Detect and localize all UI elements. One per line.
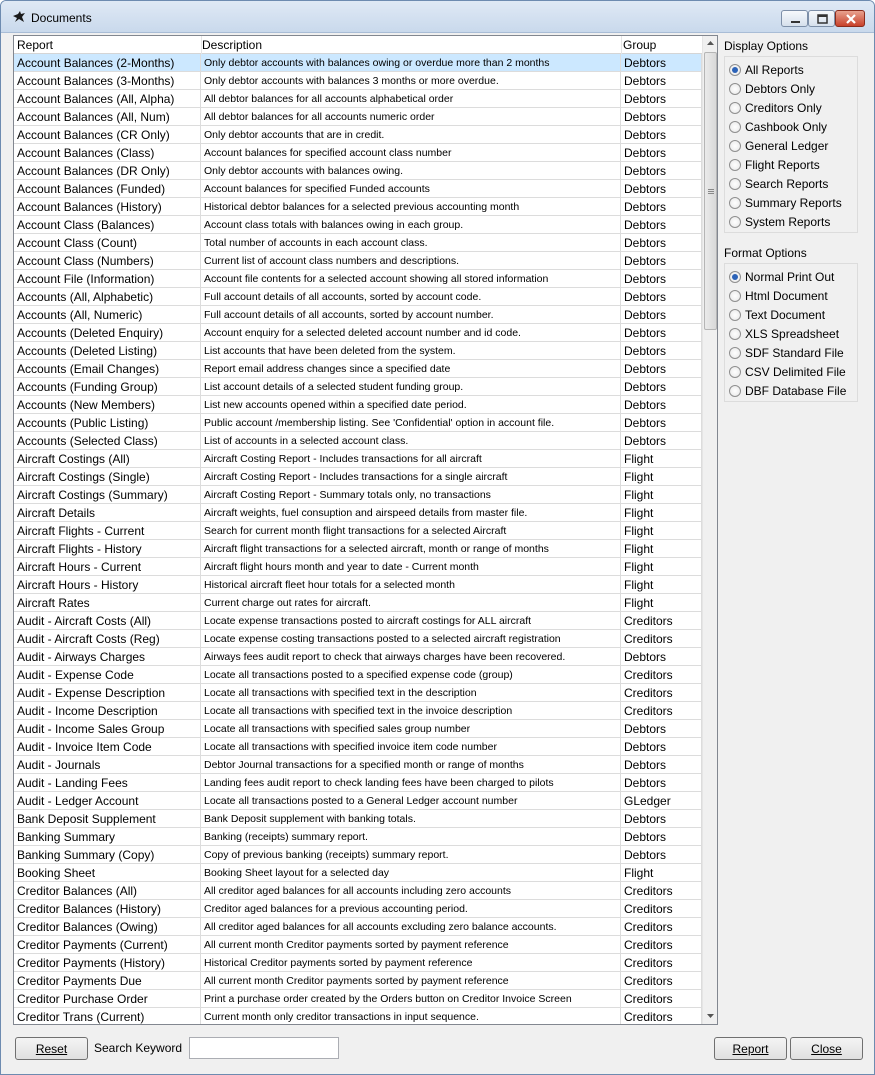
display-option-radio[interactable] xyxy=(729,213,857,231)
list-rows xyxy=(14,54,702,1025)
table-row[interactable] xyxy=(14,414,702,432)
report-cell: Audit - Landing Fees xyxy=(14,774,201,792)
report-cell: Creditor Balances (History) xyxy=(14,900,201,918)
radio-circle-icon[interactable] xyxy=(729,102,741,114)
group-cell: Debtors xyxy=(621,306,702,324)
scroll-down-arrow[interactable] xyxy=(703,1008,718,1023)
report-cell: Accounts (Email Changes) xyxy=(14,360,201,378)
group-cell: Debtors xyxy=(621,324,702,342)
report-cell: Accounts (New Members) xyxy=(14,396,201,414)
table-row[interactable] xyxy=(14,846,702,864)
table-row[interactable] xyxy=(14,432,702,450)
description-cell: Historical debtor balances for a selected previous accounting month xyxy=(201,198,621,216)
description-cell: Aircraft flight hours month and year to date - Current month xyxy=(201,558,621,576)
group-cell: Creditors xyxy=(621,684,702,702)
group-cell: Debtors xyxy=(621,342,702,360)
description-cell: Only debtor accounts with balances owing or overdue more than 2 months xyxy=(201,54,621,72)
description-cell: Locate all transactions with specified invoice item code number xyxy=(201,738,621,756)
description-cell: Account enquiry for a selected deleted account number and id code. xyxy=(201,324,621,342)
report-cell: Accounts (Public Listing) xyxy=(14,414,201,432)
radio-circle-icon[interactable] xyxy=(729,159,741,171)
group-cell: Flight xyxy=(621,558,702,576)
scroll-up-icon xyxy=(703,36,718,51)
table-row[interactable] xyxy=(14,360,702,378)
table-row[interactable] xyxy=(14,756,702,774)
group-cell: Flight xyxy=(621,522,702,540)
table-row[interactable] xyxy=(14,576,702,594)
radio-circle-icon[interactable] xyxy=(729,140,741,152)
radio-circle-icon[interactable] xyxy=(729,347,741,359)
radio-circle-icon[interactable] xyxy=(729,197,741,209)
display-option-radio[interactable] xyxy=(729,194,857,212)
report-cell: Banking Summary (Copy) xyxy=(14,846,201,864)
table-row[interactable] xyxy=(14,540,702,558)
display-options-group xyxy=(724,56,858,233)
report-cell: Accounts (Deleted Listing) xyxy=(14,342,201,360)
report-cell: Audit - Income Description xyxy=(14,702,201,720)
radio-circle-icon[interactable] xyxy=(729,216,741,228)
table-row[interactable] xyxy=(14,288,702,306)
table-row[interactable] xyxy=(14,828,702,846)
table-row[interactable] xyxy=(14,702,702,720)
report-cell: Aircraft Flights - History xyxy=(14,540,201,558)
table-row[interactable] xyxy=(14,990,702,1008)
report-list[interactable] xyxy=(13,35,718,1025)
table-row[interactable] xyxy=(14,558,702,576)
report-cell: Bank Deposit Supplement xyxy=(14,810,201,828)
table-row[interactable] xyxy=(14,738,702,756)
description-cell: Public account /membership listing. See 'Confidential' option in account file. xyxy=(201,414,621,432)
group-cell: Flight xyxy=(621,504,702,522)
table-row[interactable] xyxy=(14,630,702,648)
table-row[interactable] xyxy=(14,972,702,990)
display-option-radio[interactable] xyxy=(729,175,857,193)
description-cell: All debtor balances for all accounts alphabetical order xyxy=(201,90,621,108)
search-keyword-input[interactable] xyxy=(189,1037,339,1059)
group-cell: Debtors xyxy=(621,360,702,378)
display-option-radio[interactable] xyxy=(729,156,857,174)
description-cell: Locate all transactions with specified text in the description xyxy=(201,684,621,702)
report-cell: Account Class (Numbers) xyxy=(14,252,201,270)
report-cell: Aircraft Flights - Current xyxy=(14,522,201,540)
group-cell: GLedger xyxy=(621,792,702,810)
list-header xyxy=(14,36,702,54)
description-cell: Print a purchase order created by the Orders button on Creditor Invoice Screen xyxy=(201,990,621,1008)
table-row[interactable] xyxy=(14,252,702,270)
report-cell: Aircraft Hours - History xyxy=(14,576,201,594)
description-cell: List accounts that have been deleted from the system. xyxy=(201,342,621,360)
group-cell: Creditors xyxy=(621,882,702,900)
radio-circle-icon[interactable] xyxy=(729,290,741,302)
group-cell: Debtors xyxy=(621,828,702,846)
group-cell: Debtors xyxy=(621,648,702,666)
group-cell: Debtors xyxy=(621,108,702,126)
table-row[interactable] xyxy=(14,306,702,324)
description-cell: Account class totals with balances owing in each group. xyxy=(201,216,621,234)
radio-circle-icon[interactable] xyxy=(729,328,741,340)
radio-label: Cashbook Only xyxy=(745,120,828,134)
group-cell: Debtors xyxy=(621,252,702,270)
report-cell: Audit - Income Sales Group xyxy=(14,720,201,738)
radio-label: SDF Standard File xyxy=(745,346,844,360)
table-row[interactable] xyxy=(14,612,702,630)
radio-label: Search Reports xyxy=(745,177,829,191)
group-cell: Debtors xyxy=(621,810,702,828)
maximize-icon xyxy=(809,11,836,28)
radio-label: Flight Reports xyxy=(745,158,820,172)
group-cell: Flight xyxy=(621,594,702,612)
report-cell: Creditor Payments Due xyxy=(14,972,201,990)
table-row[interactable] xyxy=(14,162,702,180)
description-cell: Only debtor accounts that are in credit. xyxy=(201,126,621,144)
description-cell: Aircraft Costing Report - Summary totals only, no transactions xyxy=(201,486,621,504)
table-row[interactable] xyxy=(14,864,702,882)
table-row[interactable] xyxy=(14,126,702,144)
table-row[interactable] xyxy=(14,216,702,234)
description-cell: Only debtor accounts with balances owing. xyxy=(201,162,621,180)
column-header-description[interactable]: Description xyxy=(202,38,263,52)
report-cell: Aircraft Costings (All) xyxy=(14,450,201,468)
group-cell: Creditors xyxy=(621,666,702,684)
thumb-grip xyxy=(708,193,714,194)
description-cell: Locate expense costing transactions posted to a selected aircraft registration xyxy=(201,630,621,648)
description-cell: Locate all transactions with specified text in the invoice description xyxy=(201,702,621,720)
table-row[interactable] xyxy=(14,468,702,486)
radio-label: Creditors Only xyxy=(745,101,822,115)
table-row[interactable] xyxy=(14,342,702,360)
search-keyword-label: Search Keyword xyxy=(94,1041,183,1055)
scroll-down-icon xyxy=(703,1008,718,1023)
scroll-thumb[interactable] xyxy=(704,52,717,330)
scroll-up-arrow[interactable] xyxy=(703,36,718,51)
group-cell: Creditors xyxy=(621,630,702,648)
radio-circle-icon[interactable] xyxy=(729,385,741,397)
close-button[interactable]: Close xyxy=(790,1037,863,1060)
radio-circle-icon[interactable] xyxy=(729,309,741,321)
app-icon xyxy=(12,10,26,24)
display-option-radio[interactable] xyxy=(729,61,857,79)
description-cell: Aircraft flight transactions for a selected aircraft, month or range of months xyxy=(201,540,621,558)
report-button[interactable]: Report xyxy=(714,1037,787,1060)
report-cell: Account Balances (2-Months) xyxy=(14,54,201,72)
table-row[interactable] xyxy=(14,90,702,108)
description-cell: Creditor aged balances for a previous accounting period. xyxy=(201,900,621,918)
column-divider[interactable] xyxy=(621,36,622,54)
report-cell: Accounts (Selected Class) xyxy=(14,432,201,450)
description-cell: Aircraft Costing Report - Includes transactions for all aircraft xyxy=(201,450,621,468)
radio-label: General Ledger xyxy=(745,139,829,153)
report-cell: Audit - Expense Description xyxy=(14,684,201,702)
report-cell: Account Balances (Class) xyxy=(14,144,201,162)
format-option-radio[interactable] xyxy=(729,287,857,305)
group-cell: Flight xyxy=(621,468,702,486)
table-row[interactable] xyxy=(14,648,702,666)
report-cell: Audit - Aircraft Costs (Reg) xyxy=(14,630,201,648)
reset-button[interactable]: Reset xyxy=(15,1037,88,1060)
table-row[interactable] xyxy=(14,270,702,288)
table-row[interactable] xyxy=(14,450,702,468)
radio-label: Html Document xyxy=(745,289,828,303)
report-cell: Audit - Airways Charges xyxy=(14,648,201,666)
report-cell: Audit - Invoice Item Code xyxy=(14,738,201,756)
report-cell: Aircraft Costings (Summary) xyxy=(14,486,201,504)
group-cell: Debtors xyxy=(621,72,702,90)
format-options-group xyxy=(724,263,858,402)
format-option-radio[interactable] xyxy=(729,306,857,324)
title-bar[interactable] xyxy=(1,1,874,33)
report-cell: Creditor Balances (All) xyxy=(14,882,201,900)
report-cell: Account Balances (DR Only) xyxy=(14,162,201,180)
display-option-radio[interactable] xyxy=(729,137,857,155)
table-row[interactable] xyxy=(14,918,702,936)
description-cell: Locate all transactions with specified sales group number xyxy=(201,720,621,738)
report-cell: Banking Summary xyxy=(14,828,201,846)
report-cell: Aircraft Hours - Current xyxy=(14,558,201,576)
group-cell: Debtors xyxy=(621,720,702,738)
description-cell: Current charge out rates for aircraft. xyxy=(201,594,621,612)
description-cell: Historical Creditor payments sorted by payment reference xyxy=(201,954,621,972)
radio-circle-icon[interactable] xyxy=(729,64,741,76)
description-cell: Current month only creditor transactions in input sequence. xyxy=(201,1008,621,1025)
report-cell: Audit - Journals xyxy=(14,756,201,774)
table-row[interactable] xyxy=(14,54,702,72)
radio-circle-icon[interactable] xyxy=(729,366,741,378)
description-cell: Full account details of all accounts, sorted by account number. xyxy=(201,306,621,324)
report-cell: Booking Sheet xyxy=(14,864,201,882)
description-cell: List new accounts opened within a specified date period. xyxy=(201,396,621,414)
group-cell: Flight xyxy=(621,864,702,882)
radio-label: DBF Database File xyxy=(745,384,847,398)
report-cell: Audit - Ledger Account xyxy=(14,792,201,810)
report-cell: Creditor Payments (Current) xyxy=(14,936,201,954)
table-row[interactable] xyxy=(14,234,702,252)
description-cell: All creditor aged balances for all accounts excluding zero balance accounts. xyxy=(201,918,621,936)
group-cell: Debtors xyxy=(621,180,702,198)
table-row[interactable] xyxy=(14,684,702,702)
maximize-button[interactable] xyxy=(808,10,835,27)
description-cell: All current month Creditor payments sorted by payment reference xyxy=(201,972,621,990)
table-row[interactable] xyxy=(14,810,702,828)
table-row[interactable] xyxy=(14,72,702,90)
thumb-grip xyxy=(708,189,714,190)
description-cell: Locate all transactions posted to a specified expense code (group) xyxy=(201,666,621,684)
description-cell: Report email address changes since a specified date xyxy=(201,360,621,378)
group-cell: Debtors xyxy=(621,162,702,180)
description-cell: Account balances for specified account class number xyxy=(201,144,621,162)
group-cell: Debtors xyxy=(621,90,702,108)
report-cell: Accounts (All, Numeric) xyxy=(14,306,201,324)
table-row[interactable] xyxy=(14,378,702,396)
format-option-radio[interactable] xyxy=(729,382,857,400)
description-cell: Booking Sheet layout for a selected day xyxy=(201,864,621,882)
description-cell: Banking (receipts) summary report. xyxy=(201,828,621,846)
column-header-report[interactable]: Report xyxy=(17,38,54,52)
report-cell: Account Balances (3-Months) xyxy=(14,72,201,90)
thumb-grip xyxy=(708,191,714,192)
radio-label: Debtors Only xyxy=(745,82,816,96)
format-option-radio[interactable] xyxy=(729,363,857,381)
description-cell: Locate all transactions posted to a General Ledger account number xyxy=(201,792,621,810)
radio-circle-icon[interactable] xyxy=(729,121,741,133)
description-cell: List account details of a selected student funding group. xyxy=(201,378,621,396)
table-row[interactable] xyxy=(14,504,702,522)
report-cell: Accounts (All, Alphabetic) xyxy=(14,288,201,306)
table-row[interactable] xyxy=(14,198,702,216)
radio-circle-icon[interactable] xyxy=(729,83,741,95)
table-row[interactable] xyxy=(14,108,702,126)
group-cell: Debtors xyxy=(621,414,702,432)
description-cell: Historical aircraft fleet hour totals for a selected month xyxy=(201,576,621,594)
report-cell: Aircraft Rates xyxy=(14,594,201,612)
group-cell: Creditors xyxy=(621,954,702,972)
description-cell: Locate expense transactions posted to aircraft costings for ALL aircraft xyxy=(201,612,621,630)
close-icon xyxy=(836,11,866,28)
radio-label: Normal Print Out xyxy=(745,270,835,284)
description-cell: Full account details of all accounts, sorted by account code. xyxy=(201,288,621,306)
description-cell: Aircraft Costing Report - Includes transactions for a single aircraft xyxy=(201,468,621,486)
table-row[interactable] xyxy=(14,666,702,684)
window-title: Documents xyxy=(31,11,92,25)
description-cell: All creditor aged balances for all accounts including zero accounts xyxy=(201,882,621,900)
group-cell: Debtors xyxy=(621,756,702,774)
description-cell: All debtor balances for all accounts numeric order xyxy=(201,108,621,126)
report-cell: Account Class (Balances) xyxy=(14,216,201,234)
group-cell: Creditors xyxy=(621,702,702,720)
display-options-title: Display Options xyxy=(724,39,809,53)
radio-label: Summary Reports xyxy=(745,196,842,210)
report-cell: Creditor Payments (History) xyxy=(14,954,201,972)
description-cell: Account balances for specified Funded accounts xyxy=(201,180,621,198)
table-row[interactable] xyxy=(14,324,702,342)
group-cell: Creditors xyxy=(621,900,702,918)
report-cell: Account Balances (CR Only) xyxy=(14,126,201,144)
group-cell: Debtors xyxy=(621,216,702,234)
group-cell: Flight xyxy=(621,576,702,594)
format-options-title: Format Options xyxy=(724,246,807,260)
table-row[interactable] xyxy=(14,774,702,792)
report-cell: Account Balances (Funded) xyxy=(14,180,201,198)
report-cell: Creditor Balances (Owing) xyxy=(14,918,201,936)
report-cell: Accounts (Deleted Enquiry) xyxy=(14,324,201,342)
group-cell: Debtors xyxy=(621,846,702,864)
group-cell: Debtors xyxy=(621,288,702,306)
radio-circle-icon[interactable] xyxy=(729,178,741,190)
table-row[interactable] xyxy=(14,522,702,540)
group-cell: Creditors xyxy=(621,972,702,990)
description-cell: Bank Deposit supplement with banking totals. xyxy=(201,810,621,828)
report-cell: Audit - Aircraft Costs (All) xyxy=(14,612,201,630)
report-cell: Account File (Information) xyxy=(14,270,201,288)
group-cell: Debtors xyxy=(621,54,702,72)
report-cell: Creditor Trans (Current) xyxy=(14,1008,201,1025)
report-cell: Accounts (Funding Group) xyxy=(14,378,201,396)
table-row[interactable] xyxy=(14,720,702,738)
description-cell: Copy of previous banking (receipts) summary report. xyxy=(201,846,621,864)
close-window-button[interactable] xyxy=(835,10,865,27)
report-cell: Account Balances (All, Alpha) xyxy=(14,90,201,108)
group-cell: Debtors xyxy=(621,270,702,288)
description-cell: Only debtor accounts with balances 3 months or more overdue. xyxy=(201,72,621,90)
vertical-scrollbar[interactable] xyxy=(702,36,717,1024)
group-cell: Debtors xyxy=(621,198,702,216)
report-cell: Aircraft Costings (Single) xyxy=(14,468,201,486)
description-cell: Debtor Journal transactions for a specified month or range of months xyxy=(201,756,621,774)
report-cell: Account Class (Count) xyxy=(14,234,201,252)
group-cell: Debtors xyxy=(621,126,702,144)
table-row[interactable] xyxy=(14,144,702,162)
group-cell: Debtors xyxy=(621,144,702,162)
description-cell: Account file contents for a selected account showing all stored information xyxy=(201,270,621,288)
table-row[interactable] xyxy=(14,900,702,918)
radio-label: System Reports xyxy=(745,215,831,229)
table-row[interactable] xyxy=(14,954,702,972)
report-cell: Account Balances (All, Num) xyxy=(14,108,201,126)
description-cell: All current month Creditor payments sorted by payment reference xyxy=(201,936,621,954)
group-cell: Creditors xyxy=(621,612,702,630)
group-cell: Debtors xyxy=(621,432,702,450)
description-cell: Search for current month flight transactions for a selected Aircraft xyxy=(201,522,621,540)
group-cell: Creditors xyxy=(621,990,702,1008)
description-cell: Total number of accounts in each account class. xyxy=(201,234,621,252)
group-cell: Debtors xyxy=(621,774,702,792)
group-cell: Debtors xyxy=(621,234,702,252)
radio-label: Text Document xyxy=(745,308,826,322)
format-option-radio[interactable] xyxy=(729,268,857,286)
group-cell: Debtors xyxy=(621,738,702,756)
table-row[interactable] xyxy=(14,936,702,954)
table-row[interactable] xyxy=(14,180,702,198)
table-row[interactable] xyxy=(14,792,702,810)
table-row[interactable] xyxy=(14,882,702,900)
report-cell: Account Balances (History) xyxy=(14,198,201,216)
description-cell: Landing fees audit report to check landing fees have been charged to pilots xyxy=(201,774,621,792)
table-row[interactable] xyxy=(14,1008,702,1025)
description-cell: Aircraft weights, fuel consuption and airspeed details from master file. xyxy=(201,504,621,522)
group-cell: Flight xyxy=(621,450,702,468)
description-cell: Airways fees audit report to check that airways charges have been recovered. xyxy=(201,648,621,666)
format-option-radio[interactable] xyxy=(729,344,857,362)
report-cell: Aircraft Details xyxy=(14,504,201,522)
table-row[interactable] xyxy=(14,486,702,504)
display-option-radio[interactable] xyxy=(729,80,857,98)
radio-label: XLS Spreadsheet xyxy=(745,327,840,341)
group-cell: Creditors xyxy=(621,936,702,954)
group-cell: Debtors xyxy=(621,396,702,414)
group-cell: Flight xyxy=(621,486,702,504)
table-row[interactable] xyxy=(14,594,702,612)
display-option-radio[interactable] xyxy=(729,118,857,136)
group-cell: Flight xyxy=(621,540,702,558)
group-cell: Debtors xyxy=(621,378,702,396)
report-cell: Audit - Expense Code xyxy=(14,666,201,684)
table-row[interactable] xyxy=(14,396,702,414)
minimize-icon xyxy=(782,11,809,28)
minimize-button[interactable] xyxy=(781,10,808,27)
display-option-radio[interactable] xyxy=(729,99,857,117)
group-cell: Creditors xyxy=(621,918,702,936)
group-cell: Creditors xyxy=(621,1008,702,1025)
radio-label: CSV Delimited File xyxy=(745,365,846,379)
radio-label: All Reports xyxy=(745,63,804,77)
column-header-group[interactable]: Group xyxy=(623,38,657,52)
report-cell: Creditor Purchase Order xyxy=(14,990,201,1008)
radio-circle-icon[interactable] xyxy=(729,271,741,283)
description-cell: List of accounts in a selected account class. xyxy=(201,432,621,450)
format-option-radio[interactable] xyxy=(729,325,857,343)
description-cell: Current list of account class numbers and descriptions. xyxy=(201,252,621,270)
